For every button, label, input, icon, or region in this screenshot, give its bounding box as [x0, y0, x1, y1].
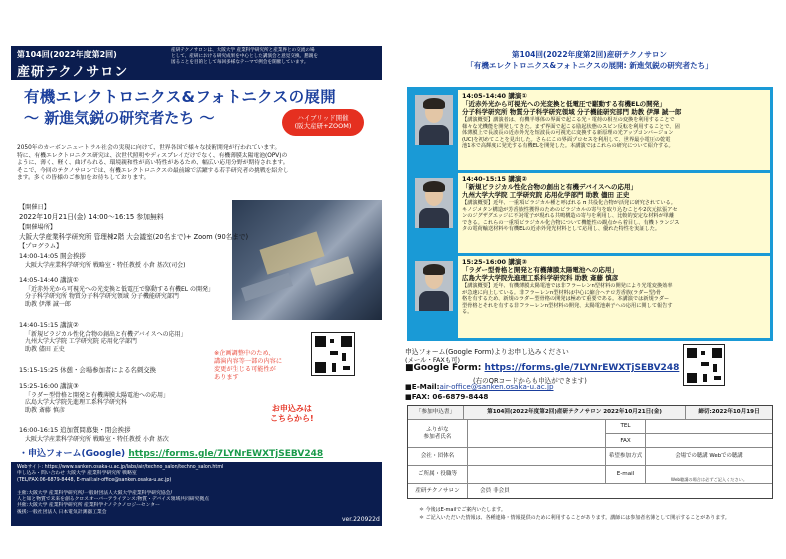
lecture-head: 15:25-16:00 講演③ 「ラダー型骨格と開発と有機薄膜太陽電池への応用」 広島大学大学院先進理工系科学研究科 助教 斎藤 慎彦	[462, 258, 619, 282]
lecture-box	[458, 90, 770, 172]
venue-label: 【開催場所】	[19, 224, 57, 231]
program-time-1: 14:05-14:40 講演①	[19, 276, 79, 284]
lecture-card-3	[407, 253, 773, 341]
registration-form	[407, 405, 773, 499]
device-photo	[232, 200, 382, 320]
lecture-card-1	[407, 87, 773, 175]
qr-code[interactable]	[683, 344, 725, 386]
form-instruction-sub: (メール・FAXも可)	[405, 356, 461, 364]
reg-mode-label: 希望参加方式	[606, 448, 646, 465]
reg-email-label: E-mail	[606, 466, 646, 483]
lecture-abstract: 【講演概要】講演者は、有機半導体の界面で起こる光・電荷の相互の変換を利用することで 様々な光機能を開発してきた。まず界面で起こる励起状態のスピン反転を利用することで、固 体薄膜上で長波長の近赤外光を短波長の可視光に変換する新原理の光アップコンバージョン (UC)を初めてことを見出した。さらにこの界面プロセスを利用して、世界最小電圧の乾電 池1本で高輝度に発光する有機ELを開発した。本講演ではこれらの研究について紹介する。	[462, 117, 680, 150]
schedule-note: ※企画調整中のため、 講演内容等一部の内容に 変更が生じる可能性が あります	[214, 350, 283, 381]
program-time-5: 16:00-16:15 追加質問募集・閉会挨拶	[19, 426, 131, 434]
reg-fax-field[interactable]	[646, 434, 772, 448]
reg-dept-field[interactable]	[468, 466, 606, 483]
lecture-head: 14:40-15:15 講演② 「新規ビラジカル性化合物の創出と有機デバイスへの応用」 九州大学大学院 工学研究院 応用化学部門 助教 儘田 正史	[462, 175, 638, 199]
flyer-right-page	[393, 0, 786, 559]
reg-email-note[interactable]: Web聴講の場合は必ずご記入ください。	[670, 476, 748, 482]
lecture-head: 14:05-14:40 講演① 「近赤外光から可視光への光変換と低電圧で駆動する有機ELの開発」 分子科学研究所 物質分子科学研究領域 分子機能研究部門 助教 伊澤 誠一郎	[462, 92, 682, 116]
speaker-photo	[415, 261, 453, 311]
program-desc-1: 「近赤外光から可視光への光変換と低電圧で駆動する有機EL の開発」 分子科学研究所 物質分子科学研究領域 分子機能研究部門 助教 伊澤 誠一郎	[25, 286, 215, 308]
footnote-1: ＊ 今後はE-mailでご案内いたします。	[419, 507, 506, 513]
program-desc-2: 「新規ビラジカル性化合物の創出と有機デバイスへの応用」 九州大学大学院 工学研究院 応用化学部門 助教 儘田 正史	[25, 331, 187, 353]
form-url-link[interactable]: https://forms.gle/7LYNrEWXTjSEBV248	[128, 449, 324, 459]
qr-note: (右のQRコードからも申込ができます)	[473, 377, 587, 385]
program-desc-5: 大阪大学産業科学研究所 戦略室・特任教授 小倉 基次	[25, 436, 169, 443]
reg-member-row	[408, 484, 772, 498]
form-instruction: 申込フォーム(Google Form)よりお申し込みください	[405, 348, 569, 356]
event-number: 第104回(2022年度第2回)	[17, 50, 117, 59]
reg-tel-field[interactable]	[646, 420, 772, 433]
reg-head-event: 第104回(2022年度第2回)産研テクノサロン 2022年10月21日(金)	[464, 406, 686, 419]
program-desc-4: 「ラダー型骨格と開発と有機薄膜太陽電池への応用」 広島大学大学院先進理工系科学研究科 助教 斎藤 慎彦	[25, 392, 169, 414]
email-label: ■E-Mail:	[405, 382, 440, 391]
form-link-line	[19, 446, 323, 459]
reg-company-label: 会社・団体名	[408, 448, 468, 465]
program-desc-0: 大阪大学産業科学研究所 戦略室・特任教授 小倉 基次(司会)	[25, 262, 186, 269]
speaker-photo	[415, 95, 453, 145]
lecture-card-2	[407, 170, 773, 258]
right-title: 第104回(2022年度第2回)産研テクノサロン	[511, 50, 668, 59]
intro-paragraph: 2050年のカーボンニュートラル社会の実現に向けて、世界各国で様々な技術開発が行われています。 特に、有機エレクトロニクス研究は、次世代照明やディスプレイだけでなく、有機薄膜太陽電池(OPV)の ように、薄く、軽く、曲げられる、環境親和性が高い特性があるため、幅広い応用分野が期待されます。 そこで、今回のテクノサロンでは、有機エレクトロニクスの最前線で活躍する若手研究者の挑戦を紹介し ます。多くの皆様のご参加をお待ちしております。	[15, 143, 381, 198]
email-link[interactable]: air-office@sanken.osaka-u.ac.jp	[439, 382, 554, 391]
program-label: 【プログラム】	[19, 243, 63, 250]
hybrid-badge: ハイブリッド開催 (阪大産研+ZOOM)	[282, 109, 364, 136]
lecture-box	[458, 256, 770, 338]
org-description: 産研テクノサロンは、大阪大学 産業科学研究所と産業界との交流の場 として、産研における研究成果を中心とした講演会と意見交換、懇親を 図ることを目的として毎回多様なテーマで例会を開催しています。	[171, 48, 318, 66]
reg-name-label: ふりがな 参加者氏名	[408, 420, 468, 447]
reg-dept-row	[408, 466, 772, 484]
reg-mode-options[interactable]: 会場での聴講 Webでの聴講	[675, 453, 743, 460]
reg-company-field[interactable]	[468, 448, 606, 465]
main-subtitle: 〜 新進気鋭の研究者たち 〜	[24, 109, 215, 127]
footnote-2: ＊ ご記入いただいた情報は、各種連絡・情報提供のために利用することがあります。講師には参加者名簿として開示することがあります。	[419, 515, 730, 521]
lecture-abstract: 【講演概要】近年、一重項ビラジカル種と呼ばれる π 共役化合物が活発に研究されている。 キノジメタン構造が芳香族性獲得のためのビラジカルの寄与を取り込むことや2次元拡張アセ ンのジグザグエッジに不対電子が現れる共鳴構造の寄与を利用し、比較的安定な材料が単離 できる。これらの一重項ビラジカル化合物について機能性の観点から着目し、有機トランジス タの電荷輸送材料や有機ELの近赤外発光材料として応用し、優れた特性を実証した。	[462, 200, 680, 233]
fax-line: ■FAX: 06-6879-8448	[405, 392, 489, 401]
reg-head-title: 「参加申込書」	[408, 406, 464, 419]
program-time-2: 14:40-15:15 講演②	[19, 321, 79, 329]
google-form-line	[405, 363, 679, 373]
apply-callout: お申込みは こちらから!	[270, 404, 314, 423]
reg-company-row	[408, 448, 772, 466]
reg-member-options[interactable]: 会員 非会員	[480, 487, 510, 494]
lecture-abstract: 【講演概要】近年、有機薄膜太陽電池では非フラーレンn型材料の開発により光電変換効率 が急速に向上している。非フラーレンn型材料は中心に縮合ヘテロ芳香族(ラダー型)骨 格を有するため、新規のラダー型骨格の開発は極めて重要である。本講演では新規ラダー 型骨格とそれを有する非フラーレンn型材料の開発、太陽電池素子への応用に関して報告す る。	[462, 283, 673, 316]
form-label: ・申込フォーム(Google)	[19, 449, 126, 459]
venue-text: 大阪大学産業科学研究所 管理棟2階 大会議室(20名まで)+ Zoom (90名まで)	[19, 233, 249, 241]
program-time-0: 14:00-14:05 開会挨拶	[19, 252, 86, 260]
right-subtitle: 「有機エレクトロニクス&フォトニクスの展開: 新進気鋭の研究者たち」	[466, 61, 713, 70]
lecture-box	[458, 173, 770, 255]
reg-header-row	[408, 406, 772, 420]
date-text: 2022年10月21日(金) 14:00〜16:15 参加無料	[19, 213, 164, 221]
reg-member-label: 産研テクノサロン	[408, 484, 468, 498]
reg-fax-label: FAX	[606, 434, 646, 448]
version-label: ver.220922d	[342, 516, 380, 523]
date-label: 【開催日】	[19, 204, 50, 211]
qr-code[interactable]	[311, 332, 355, 376]
reg-name-row	[408, 420, 772, 448]
program-time-3: 15:15-15:25 休憩・会場参加者による名刺交換	[19, 366, 157, 374]
event-header-band	[11, 46, 382, 80]
reg-dept-label: ご所属・役職等	[408, 466, 468, 483]
google-form-link[interactable]: https://forms.gle/7LYNrEWXTjSEBV248	[484, 363, 680, 373]
footer-band: Webサイト: https://www.sanken.osaka-u.ac.jp/labs/air/techno_salon/techno_salon.html 申し込み・問い合わせ 大阪大学 産業科学研究所 戦略室 (TEL/FAX:06-6879-8448, E-mail:air-office@sanken.osaka-u.ac.jp) 主催:大阪大学 産業科学研究所/一般財団法人大阪大学産業科学研究協会/ 人と知と物質で未来を創るクロスオーバーアライアンス:物質・デバイス領域共同研究拠点 共催:大阪大学 産業科学研究所 産業科学ナノテクノロジーセンター 後援:一般社団法人 日本電気計測器工業会	[11, 462, 382, 526]
reg-tel-label: TEL	[606, 420, 646, 433]
speaker-photo	[415, 178, 453, 228]
reg-head-deadline: 締切:2022年10月19日	[698, 409, 760, 416]
program-time-4: 15:25-16:00 講演③	[19, 382, 79, 390]
org-name: 産研テクノサロン	[17, 65, 129, 80]
google-form-label: ■Google Form:	[405, 363, 485, 373]
email-line	[405, 382, 554, 391]
main-title: 有機エレクトロニクス&フォトニクスの展開	[24, 88, 337, 106]
reg-name-field[interactable]	[468, 420, 606, 447]
